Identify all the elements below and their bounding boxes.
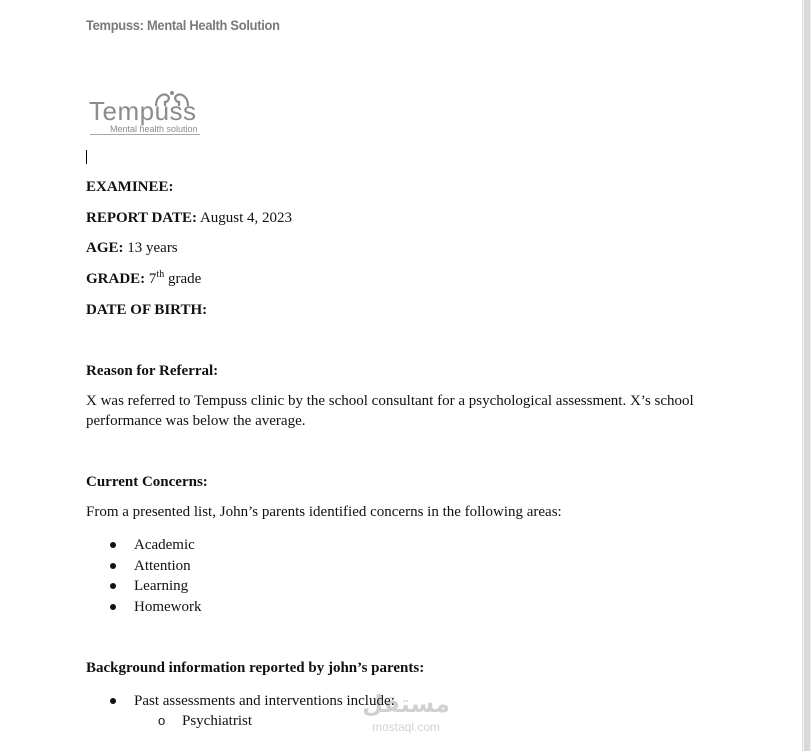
report-date-field <box>86 209 292 228</box>
sub-list-item <box>158 711 252 731</box>
sub-list-item-text: Psychiatrist <box>182 713 252 729</box>
text-cursor <box>86 150 87 164</box>
list-item: Academic <box>86 535 202 556</box>
grade-suffix: th <box>156 269 165 280</box>
examinee-field <box>86 178 174 197</box>
background-list <box>86 691 395 712</box>
logo-tagline: Mental health solution <box>110 124 198 134</box>
tempuss-logo <box>86 88 206 138</box>
scrollbar-thumb[interactable] <box>804 0 810 751</box>
concerns-intro: From a presented list, John’s parents identified concerns in the following areas: <box>86 504 562 520</box>
list-item: Homework <box>86 597 202 618</box>
concerns-heading <box>86 473 208 492</box>
vertical-scrollbar[interactable] <box>802 0 811 751</box>
age-label: AGE: <box>86 240 124 256</box>
dob-field <box>86 301 207 320</box>
report-date-value: August 4, 2023 <box>199 210 293 226</box>
report-date-label: REPORT DATE: <box>86 210 198 226</box>
list-item: Past assessments and interventions include: <box>86 691 395 712</box>
list-item: Attention <box>86 556 202 577</box>
age-field <box>86 239 178 258</box>
age-value: 13 years <box>127 240 178 256</box>
grade-number: 7 <box>148 271 157 287</box>
logo-underline <box>90 134 200 135</box>
logo-wordmark: Tempuss <box>89 96 197 126</box>
grade-word: grade <box>167 271 202 287</box>
concerns-heading-text: Current Concerns: <box>86 474 208 490</box>
watermark-arabic: مستقل <box>362 690 450 718</box>
grade-field <box>86 270 201 289</box>
watermark-latin: mostaql.com <box>371 720 441 734</box>
document-header-title: Tempuss: Mental Health Solution <box>86 17 280 33</box>
background-heading <box>86 659 424 678</box>
concerns-list <box>86 535 202 618</box>
list-item: Learning <box>86 576 202 597</box>
grade-label: GRADE: <box>86 271 146 287</box>
examinee-label: EXAMINEE: <box>86 179 174 195</box>
mostaql-watermark <box>356 690 456 738</box>
referral-heading-text: Reason for Referral: <box>86 363 219 379</box>
referral-heading <box>86 362 218 381</box>
background-heading-text: Background information reported by john’s parents: <box>86 660 425 676</box>
hollow-bullet-icon: o <box>158 713 166 728</box>
referral-text: X was referred to Tempuss clinic by the school consultant for a psychological assessment. X’s school performance was below the average. <box>86 393 694 429</box>
dob-label: DATE OF BIRTH: <box>86 302 208 318</box>
